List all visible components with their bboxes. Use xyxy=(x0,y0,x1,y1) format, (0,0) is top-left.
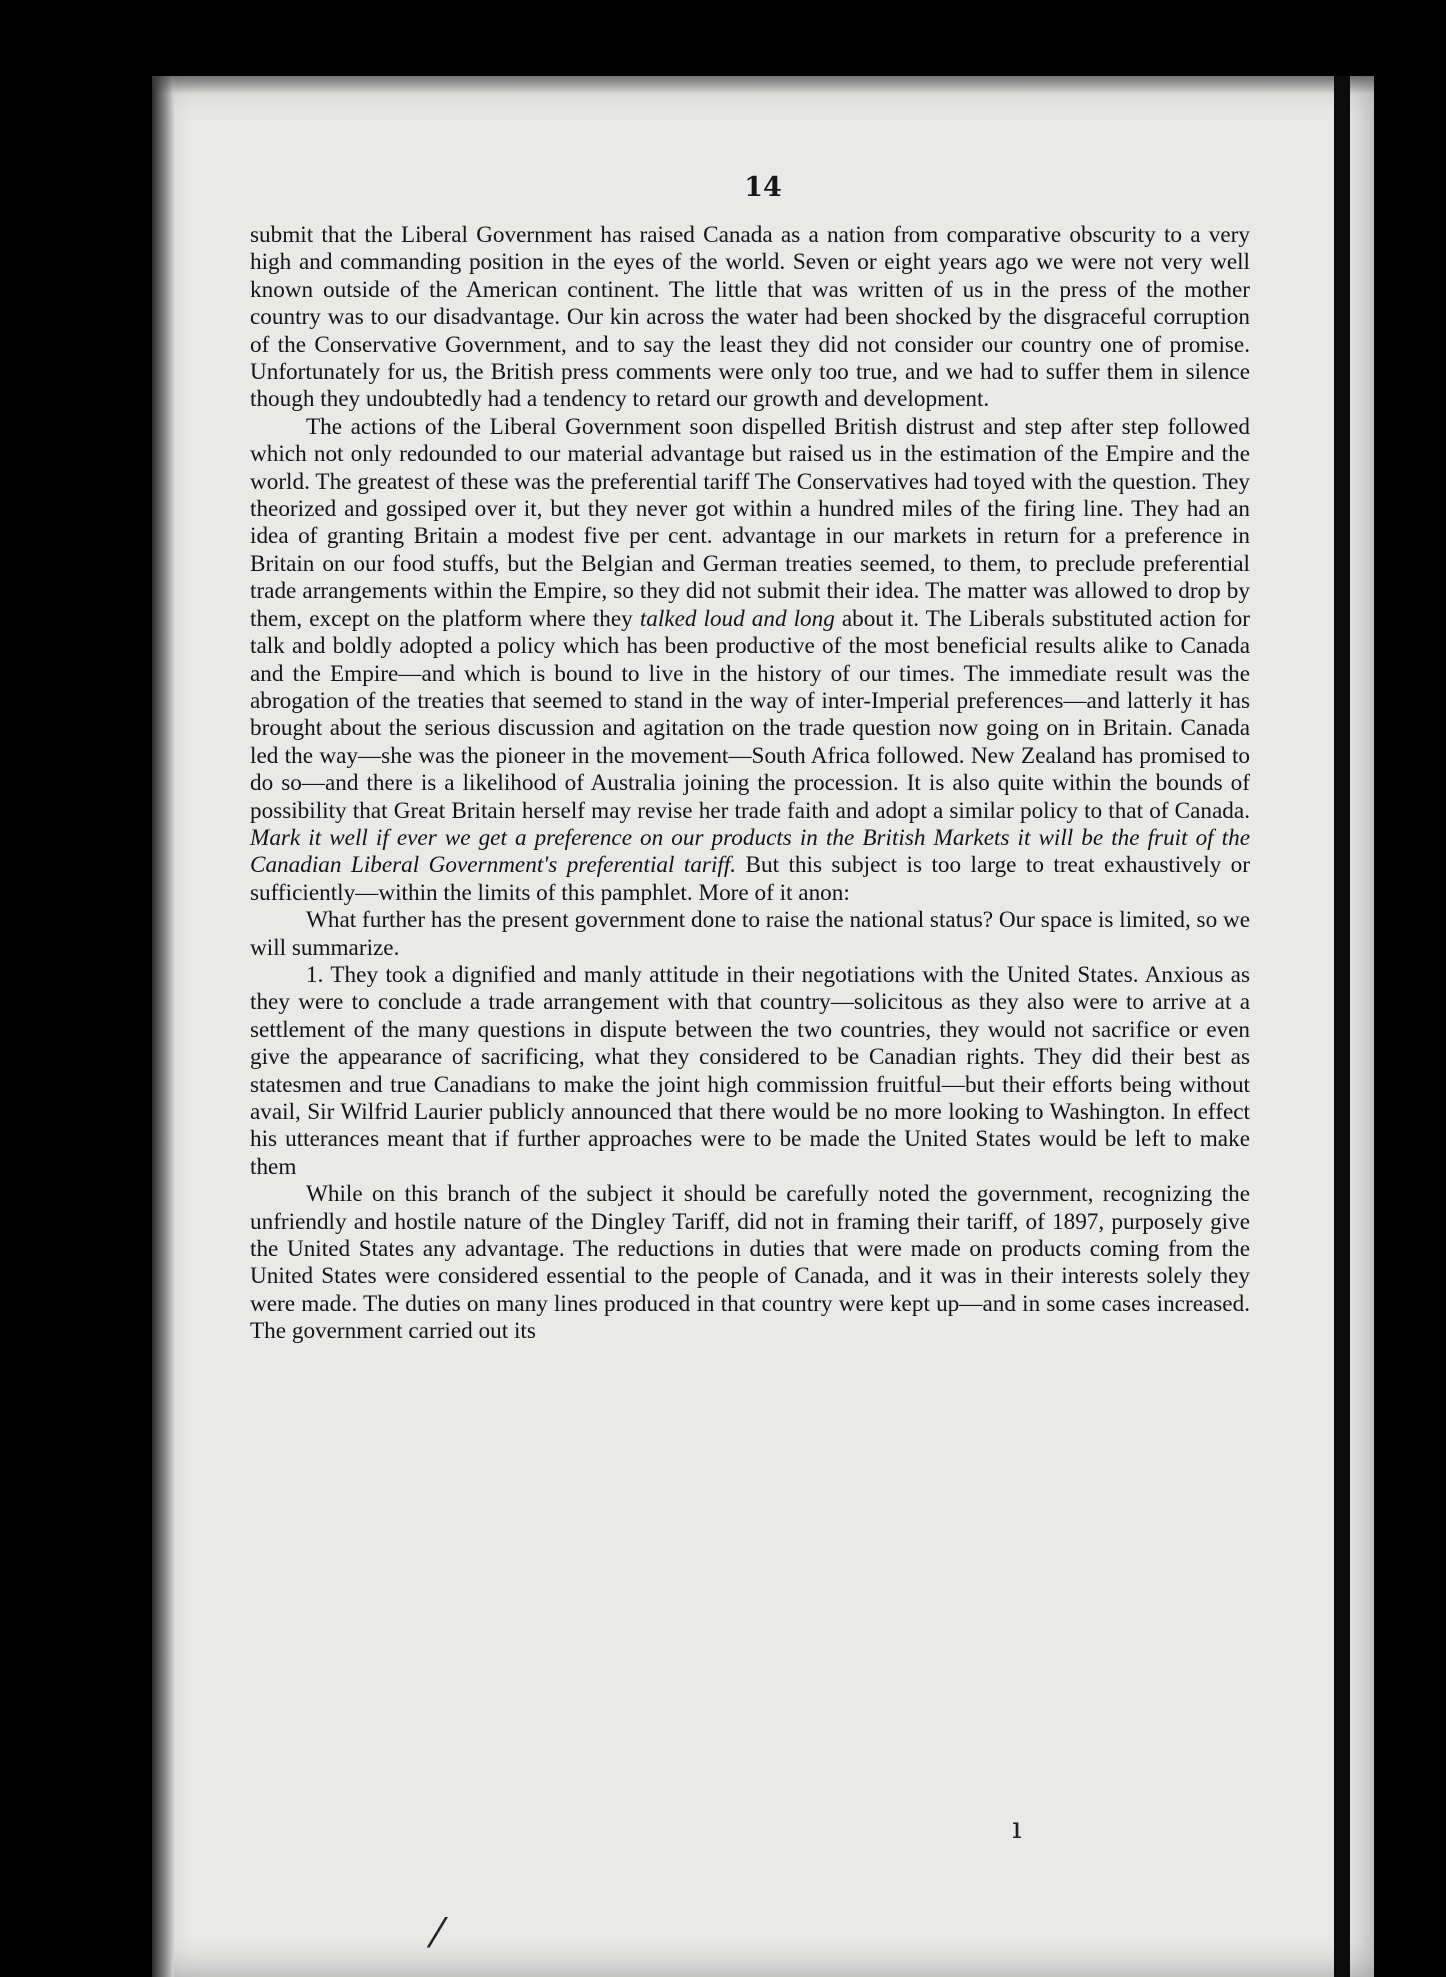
paragraph-2 xyxy=(250,414,1250,907)
scanned-page xyxy=(152,76,1374,1977)
scan-artifact-mark: ⁄ xyxy=(434,1911,441,1957)
paragraph-3 xyxy=(250,907,1250,962)
text-run: While on this branch of the subject it should be carefully noted the government, recognizing the unfriendly and hostile nature of the Dingley Tariff, did not in framing their tariff, of 1897, purposely give the United States any advantage. The reductions in duties that were made on products coming from the United States were considered essential to the people of Canada, and it was in their interests solely they were made. The duties on many lines produced in that country were kept up—and in some cases increased. The government carried out its xyxy=(250,1181,1250,1345)
text-run: What further has the present government done to raise the national status? Our space is limited, so we will summarize. xyxy=(250,907,1250,961)
paragraph-4 xyxy=(250,962,1250,1181)
text-run: But this subject is too large to treat exhaustively or sufficiently—within the limits of this pamphlet. More of it anon: xyxy=(250,852,1250,906)
text-run: 1. They took a dignified and manly attitude in their negotiations with the United States. Anxious as they were to conclude a trade arrangement with that country—solicitous as they also were to arrive at a settlement of the many questions in dispute between the two countries, they would not sacrifice or even give the appearance of sacrificing, what they considered to be Canadian rights. They did their best as statesmen and true Canadians to make the joint high commission fruitful—but their efforts being without avail, Sir Wilfrid Laurier publicly announced that there would be no more looking to Washington. In effect his utterances meant that if further approaches were to be made the United States would be left to make them xyxy=(250,961,1250,1180)
scan-border-bar xyxy=(1334,76,1350,1977)
text-run: about it. The Liberals substituted action for talk and boldly adopted a policy which has been productive of the most beneficial results alike to Canada and the Empire—and which is bound to live in the history of our times. The immediate result was the abrogation of the treaties that seemed to stand in the way of inter-Imperial preferences—and latterly it has brought about the serious discussion and agitation on the trade question now going on in Britain. Canada led the way—she was the pioneer in the movement—South Africa followed. New Zealand has promised to do so—and there is a likelihood of Australia joining the procession. It is also quite within the bounds of possibility that Great Britain herself may revise her trade faith and adopt a similar policy to that of Canada. xyxy=(250,605,1250,824)
body-text xyxy=(250,222,1250,1346)
page-top-shadow xyxy=(152,76,1374,94)
text-run: The actions of the Liberal Government soon dispelled British distrust and step after step followed which not only redounded to our material advantage but raised us in the estimation of the Empire and the world. The greatest of these was the preferential tariff The Conservatives had toyed with the question. They theorized and gossiped over it, but they never got within a hundred miles of the firing line. They had an idea of granting Britain a modest five per cent. advantage in our markets in return for a preference in Britain on our food stuffs, but the Belgian and German treaties seemed, to them, to preclude preferential trade arrangements within the Empire, so they did not submit their idea. The matter was allowed to drop by them, except on the platform where they xyxy=(250,413,1250,632)
scan-artifact-mark: ı xyxy=(1012,1811,1022,1846)
emphasized-text: Mark it well if ever we get a preference on our products in the British Markets it will be the fruit of the Canadian Liberal Government's preferential tariff. xyxy=(250,824,1250,879)
text-run: submit that the Liberal Government has raised Canada as a nation from comparative obscurity to a very high and commanding position in the eyes of the world. Seven or eight years ago we were not very well known outside of the American continent. The little that was written of us in the press of the mother country was to our disadvantage. Our kin across the water had been shocked by the disgraceful corruption of the Conservative Government, and to say the least they did not consider our country one of promise. Unfortunately for us, the British press comments were only too true, and we had to suffer them in silence though they undoubtedly had a tendency to retard our growth and development. xyxy=(250,222,1250,413)
paragraph-1 xyxy=(250,222,1250,414)
page-binding-edge xyxy=(152,76,174,1977)
page-number: 14 xyxy=(744,172,782,203)
emphasized-text: talked loud and long xyxy=(639,605,835,632)
paragraph-5 xyxy=(250,1181,1250,1345)
